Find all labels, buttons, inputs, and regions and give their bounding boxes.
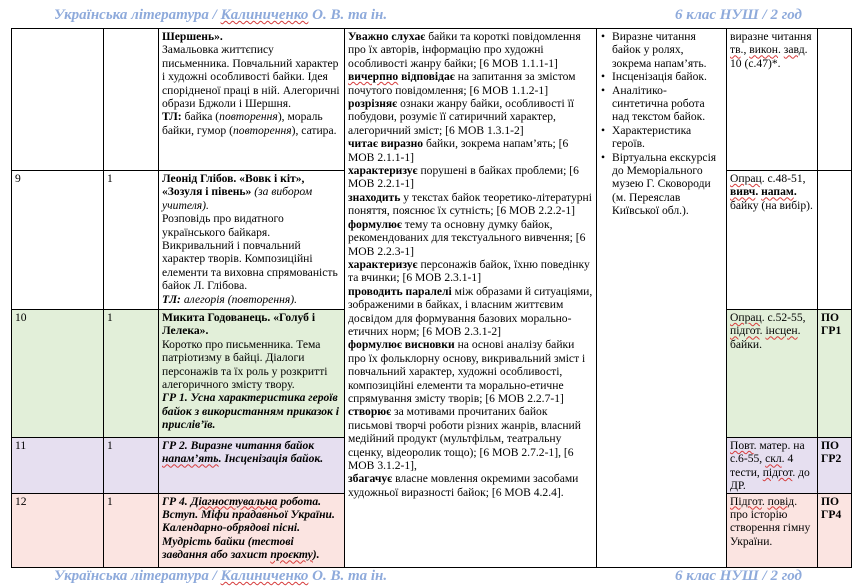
- lesson-number: 9: [12, 171, 104, 310]
- list-item: • Аналітико-синтетична робота над текстом байок.: [612, 84, 723, 124]
- page-footer: [0, 565, 836, 587]
- list-item: • Виразне читання байок у ролях, зокрема напам’ять.: [612, 30, 723, 70]
- lesson-topic: Леонід Глібов. «Вовк і кіт», «Зозуля і півень» (за вибором учителя). Розповідь про видатного українського байкаря. Викривальний і повчальний характер творів. Композиційні елементи та виховна спрямованість байок Л. Глібова. ТЛ: алегорія (повторення).: [159, 171, 345, 310]
- assessment-group: ПО ГР1: [818, 310, 852, 438]
- lesson-hours: 1: [104, 438, 159, 494]
- list-item: • Віртуальна екскурсія до Меморіального музею Г. Сковороди (м. Переяслав Київської обл.).: [612, 151, 723, 218]
- assessment-group: [818, 171, 852, 310]
- lesson-hours: 1: [104, 310, 159, 438]
- homework: Опрац. с.52-55, підгот. інсцен. байки.: [727, 310, 818, 438]
- lesson-plan-table: [11, 28, 852, 568]
- homework: Повт. матер. на с.6-55, скл. 4 тести, підгот. до ДР.: [727, 438, 818, 494]
- lesson-number: 10: [12, 310, 104, 438]
- teaching-methods: [597, 29, 727, 568]
- footer-course: Українська література / Калиниченко О. В. та ін.: [54, 568, 388, 584]
- lesson-number: [12, 29, 104, 171]
- header-course: Українська література / Калиниченко О. В. та ін.: [54, 7, 388, 23]
- lesson-number: 12: [12, 493, 104, 567]
- learning-outcomes: Уважно слухає байки та короткі повідомлення про їх авторів, інформацію про художні особливості жанру байки; [6 МОВ 1.1.1-1] вичерпно відповідає на запитання за змістом почутого повідомлення; [6 МОВ 1.1.2-1] розрізняє ознаки жанру байки, особливості її побудови, розуміє її сатиричний характер, алегоричний зміст; [6 МОВ 1.3.1-2] читає виразно байки, зокрема напам’ять; [6 МОВ 2.1.1-1] характеризує порушені в байках проблеми; [6 МОВ 2.2.1-1] знаходить у текстах байок теоретико-літературні поняття, пояснює їх сутність; [6 МОВ 2.2.2-1] формулює тему та основну думку байок, рекомендованих для текстуального вивчення; [6 МОВ 2.2.3-1] характеризує персонажів байок, їхню поведінку та вчинки; [6 МОВ 2.3.1-1] проводить паралелі між образами й ситуаціями, зображеними в байках, і власним життєвим досвідом для формування базових морально-етичних норм; [6 МОВ 2.3.1-2] формулює висновки на основі аналізу байки про їх фольклорну основу, викривальний зміст і повчальний характер, художні особливості, композиційні елементи та морально-етичне спрямування змісту творів; [6 МОВ 2.2.7-1] створює за мотивами прочитаних байок письмові творчі роботи різних жанрів, власний медійний продукт (мультфільм, театральну сценку, відеоролик тощо); [6 МОВ 2.7.2-1], [6 МОВ 3.1.2-1], збагачує власне мовлення окремими засобами художньої виразності байок; [6 МОВ 4.2.4].: [345, 29, 597, 568]
- footer-grade: 6 клас НУШ / 2 год: [675, 568, 802, 584]
- homework: виразне читання тв., викон. завд. 10 (с.47)*.: [727, 29, 818, 171]
- lesson-topic: Шершень». Замальовка життєпису письменника. Повчальний характер і художні особливості байки. Ідея спорідненої праці в ній. Алегоричні образи Бджоли і Шершня. ТЛ: байка (повторення), мораль байки, гумор (повторення), сатира.: [159, 29, 345, 171]
- lesson-topic: ГР 4. Діагностувальна робота. Вступ. Міфи прадавньої України. Календарно-обрядові пісні. Мудрість байки (тестові завдання або захист проєкту).: [159, 493, 345, 567]
- assessment-group: ПО ГР2: [818, 438, 852, 494]
- lesson-hours: 1: [104, 493, 159, 567]
- header-grade: 6 клас НУШ / 2 год: [675, 7, 802, 23]
- list-item: • Характеристика героїв.: [612, 124, 723, 151]
- lesson-number: 11: [12, 438, 104, 494]
- list-item: • Інсценізація байок.: [612, 70, 723, 83]
- assessment-group: ПО ГР4: [818, 493, 852, 567]
- assessment-group: [818, 29, 852, 171]
- page-header: [0, 4, 836, 26]
- homework: Опрац. с.48-51, вивч. напам. байку (на вибір).: [727, 171, 818, 310]
- lesson-topic: ГР 2. Виразне читання байок напам’ять. Інсценізація байок.: [159, 438, 345, 494]
- homework: Підгот. повід. про історію створення гімну України.: [727, 493, 818, 567]
- lesson-hours: 1: [104, 171, 159, 310]
- methods-list: [600, 30, 723, 218]
- table-row: [12, 29, 852, 171]
- lesson-hours: [104, 29, 159, 171]
- lesson-topic: Микита Годованець. «Голуб і Лелека». Коротко про письменника. Тема патріотизму в байці. Діалоги персонажів та їх роль у розкритті алегоричного змісту твору. ГР 1. Усна характеристика героїв байок з використанням приказок і прислів’їв.: [159, 310, 345, 438]
